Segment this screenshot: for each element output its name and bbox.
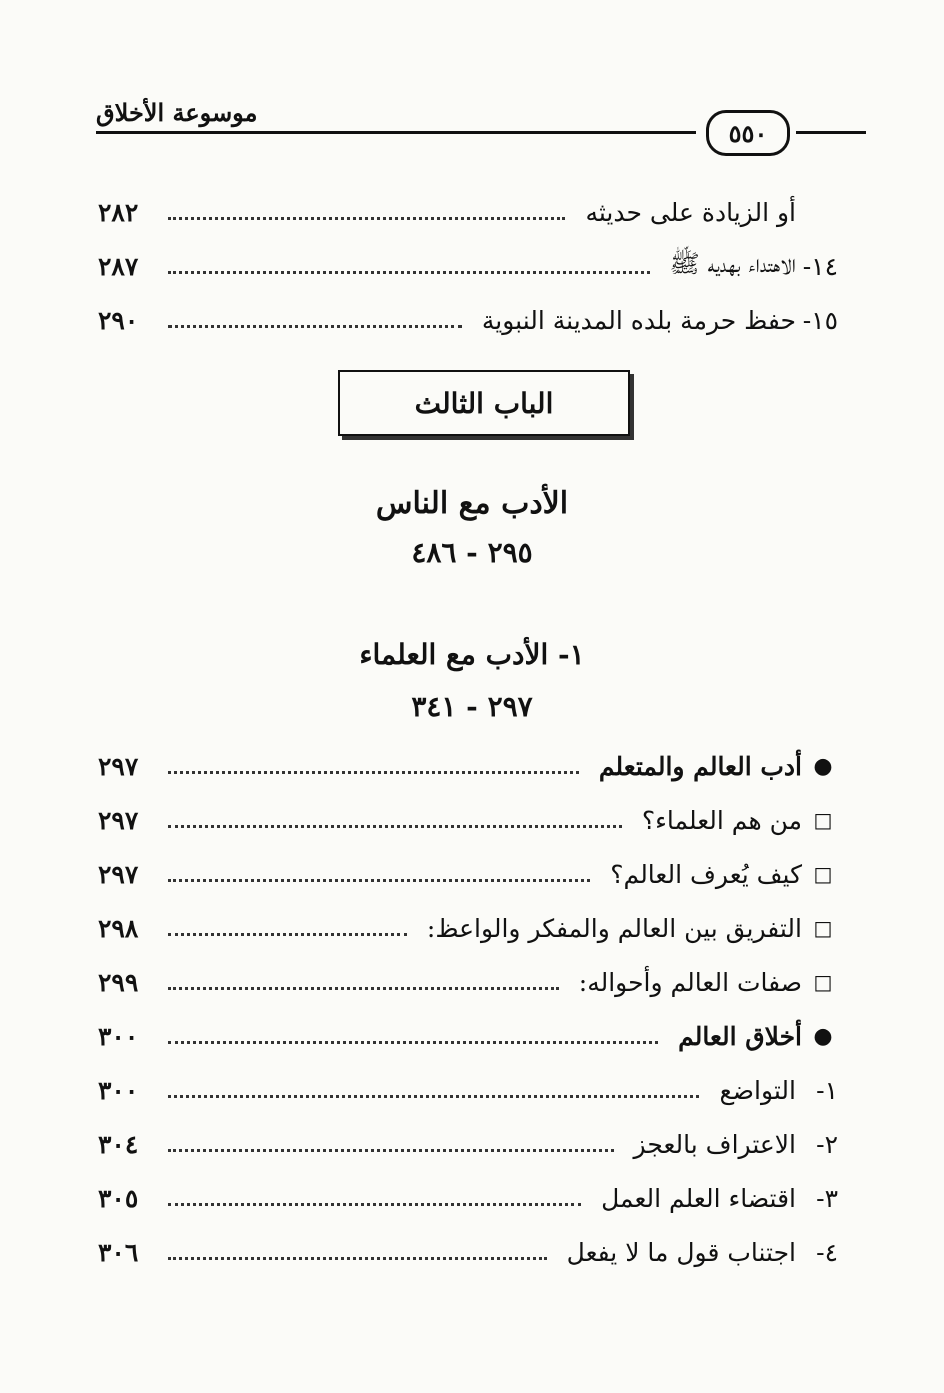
entry-page: ٢٩٧ (98, 751, 139, 781)
entry-number: ٣- (816, 1183, 838, 1213)
chapter-label: الباب الثالث (414, 386, 554, 420)
square-bullet-icon: □ (813, 862, 833, 886)
entry-page: ٣٠٠ (98, 1075, 139, 1105)
chapter-label-box (338, 370, 630, 436)
page-number: ٥٥٠ (706, 110, 790, 156)
entry-number: ١- (816, 1075, 838, 1105)
toc-entry[interactable] (98, 1178, 838, 1218)
entry-page: ٢٩٠ (98, 305, 139, 335)
entry-number: ١٤- (802, 251, 838, 281)
toc-entry[interactable] (98, 1070, 838, 1110)
entry-title: حفظ حرمة بلده المدينة النبوية (481, 305, 796, 335)
square-bullet-icon: □ (813, 808, 833, 832)
leader-dots (168, 325, 462, 328)
entry-page: ٢٩٨ (98, 913, 139, 943)
entry-title: الاعتراف بالعجز (633, 1129, 796, 1159)
square-bullet-icon: □ (813, 970, 833, 994)
toc-entry[interactable] (98, 1232, 838, 1272)
leader-dots (168, 879, 590, 882)
leader-dots (168, 1203, 581, 1206)
leader-dots (168, 933, 407, 936)
leader-dots (168, 217, 565, 220)
entry-page: ٢٩٩ (98, 967, 139, 997)
toc-entry[interactable] (98, 854, 838, 894)
entry-title: من هم العلماء؟ (641, 805, 802, 835)
entry-page: ٢٩٧ (98, 805, 139, 835)
entry-page: ٢٨٢ (98, 197, 139, 227)
header-rule-left (96, 131, 696, 134)
entry-title: اجتناب قول ما لا يفعل (566, 1237, 796, 1267)
entry-title: كيف يُعرف العالم؟ (610, 859, 802, 889)
leader-dots (168, 987, 559, 990)
toc-entry[interactable] (98, 800, 838, 840)
square-bullet-icon: □ (813, 916, 833, 940)
section-range: ٢٩٧ - ٣٤١ (411, 690, 533, 723)
entry-page: ٣٠٦ (98, 1237, 139, 1267)
entry-number: ٢- (816, 1129, 838, 1159)
bullet-icon: ● (813, 753, 833, 779)
entry-title: التواضع (719, 1075, 796, 1105)
chapter-range: ٢٩٥ - ٤٨٦ (411, 536, 533, 569)
section-title: ١- الأدب مع العلماء (359, 638, 585, 671)
leader-dots (168, 1149, 614, 1152)
entry-title: اقتضاء العلم العمل (601, 1183, 796, 1213)
entry-number: ٤- (816, 1237, 838, 1267)
leader-dots (168, 825, 622, 828)
toc-entry[interactable] (98, 962, 838, 1002)
entry-page: ٣٠٠ (98, 1021, 139, 1051)
entry-title: أدب العالم والمتعلم (598, 751, 802, 781)
toc-entry[interactable] (98, 908, 838, 948)
leader-dots (168, 1095, 699, 1098)
entry-page: ٣٠٤ (98, 1129, 139, 1159)
page-header (96, 98, 866, 148)
entry-title: أخلاق العالم (678, 1021, 802, 1051)
header-rule-right (796, 131, 866, 134)
entry-number: ١٥- (802, 305, 838, 335)
toc-entry[interactable] (98, 300, 838, 340)
leader-dots (168, 271, 650, 274)
toc-entry[interactable] (98, 746, 838, 786)
leader-dots (168, 1041, 658, 1044)
entry-page: ٢٩٧ (98, 859, 139, 889)
toc-entry[interactable] (98, 1016, 838, 1056)
toc-entry[interactable] (98, 192, 838, 232)
chapter-title: الأدب مع الناس (375, 486, 569, 521)
entry-title: أو الزيادة على حديثه (585, 197, 796, 227)
leader-dots (168, 1257, 547, 1260)
leader-dots (168, 771, 579, 774)
entry-page: ٢٨٧ (98, 251, 139, 281)
entry-title: التفريق بين العالم والمفكر والواعظ: (426, 913, 802, 943)
book-title: موسوعة الأخلاق (96, 98, 258, 127)
bullet-icon: ● (813, 1023, 833, 1049)
toc-entry[interactable] (98, 246, 838, 286)
entry-title: صفات العالم وأحواله: (578, 967, 802, 997)
entry-page: ٣٠٥ (98, 1183, 139, 1213)
entry-title: الاهتداء بهديه ﷺ (669, 248, 796, 278)
toc-entry[interactable] (98, 1124, 838, 1164)
